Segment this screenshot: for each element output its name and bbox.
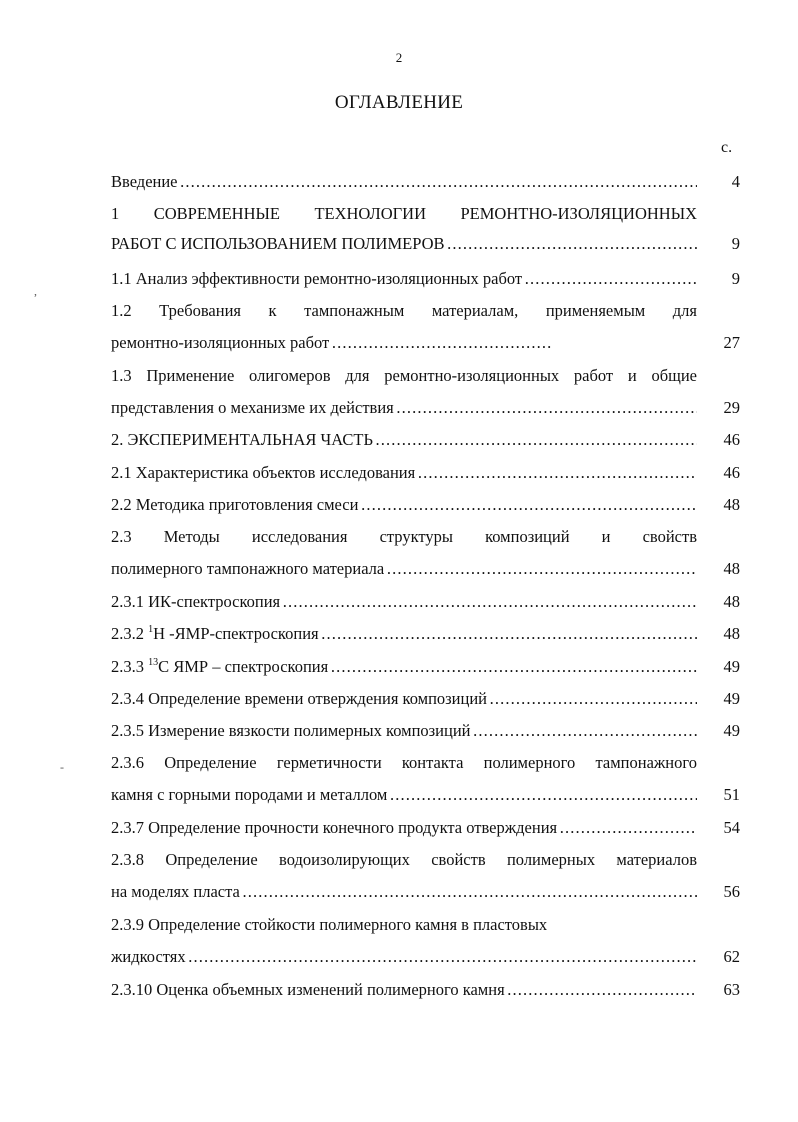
toc-entry-2-3-9 bbox=[111, 914, 740, 968]
toc-entry-text: 2. ЭКСПЕРИМЕНТАЛЬНАЯ ЧАСТЬ . . . bbox=[111, 429, 697, 451]
toc-entry-title: С ЯМР – спектроскопия bbox=[158, 657, 329, 676]
toc-entry-text: 1.2 Требования к тампонажным материалам, применяемым для bbox=[111, 301, 697, 320]
toc-page-number: 49 bbox=[723, 657, 740, 676]
toc-entry-1-1 bbox=[111, 268, 740, 290]
toc-entry-text: 1.1 Анализ эффективности ремонтно-изоляционных работ . . . bbox=[111, 268, 697, 290]
toc-page-number: 49 bbox=[723, 721, 740, 740]
toc-entry-title: Н -ЯМР-спектроскопия bbox=[153, 624, 319, 643]
toc-entry-2-2 bbox=[111, 494, 740, 516]
toc-entry-intro bbox=[111, 171, 740, 193]
toc-page-number: 48 bbox=[723, 559, 740, 578]
toc-entry-2-3-6 bbox=[111, 752, 740, 806]
toc-page-number: 29 bbox=[723, 398, 740, 417]
toc-entry-text: Введение . . . bbox=[111, 171, 697, 193]
page-number: 2 bbox=[395, 50, 403, 65]
toc-page-number: 56 bbox=[723, 882, 740, 901]
toc-entry-2-3-2 bbox=[111, 623, 740, 645]
toc-entry-text: 2.3.9 Определение стойкости полимерного камня в пластовых bbox=[111, 915, 548, 934]
toc-page-number: 48 bbox=[723, 592, 740, 611]
toc-page-number: 4 bbox=[731, 172, 740, 191]
toc-entry-text: 2.3.7 Определение прочности конечного продукта отверждения . . . bbox=[111, 817, 697, 839]
scan-mark: , bbox=[34, 284, 37, 298]
toc-page-number: 48 bbox=[723, 495, 740, 514]
toc-entry-text: полимерного тампонажного материала . . . bbox=[111, 558, 697, 580]
toc-page-number: 9 bbox=[731, 269, 740, 288]
toc-page-number: 62 bbox=[723, 947, 740, 966]
toc-entry-1-3 bbox=[111, 365, 740, 419]
toc-page-number: 54 bbox=[723, 818, 740, 837]
toc-entry-2-3-7 bbox=[111, 817, 740, 839]
toc-entry-1-2 bbox=[111, 300, 740, 354]
toc-page-number: 46 bbox=[723, 463, 740, 482]
toc-entry-chapter-1 bbox=[111, 203, 740, 255]
toc-entry-text: ремонтно-изоляционных работ . . . bbox=[111, 332, 551, 354]
toc-entry-2-3-8 bbox=[111, 849, 740, 903]
toc-page-number: 49 bbox=[723, 689, 740, 708]
toc-entry-text: представления о механизме их действия . . . bbox=[111, 397, 697, 419]
toc-entry-text: 2.3.1 ИК-спектроскопия . . . bbox=[111, 591, 697, 613]
toc-entry-text: 2.3.4 Определение времени отверждения композиций . . . bbox=[111, 688, 697, 710]
toc-entry-text: 2.2 Методика приготовления смеси . . . bbox=[111, 494, 697, 516]
toc-entry-text: РАБОТ С ИСПОЛЬЗОВАНИЕМ ПОЛИМЕРОВ . . . bbox=[111, 233, 697, 255]
page-title: ОГЛАВЛЕНИЕ bbox=[334, 92, 464, 113]
toc-entry-text: 2.3.5 Измерение вязкости полимерных композиций . . . bbox=[111, 720, 697, 742]
toc-page-number: 48 bbox=[723, 624, 740, 643]
toc-entry-text: 2.3.6 Определение герметичности контакта полимерного тампонажного bbox=[111, 753, 697, 772]
toc-entry-number: 2.3.2 bbox=[111, 624, 149, 643]
toc-entry-text: жидкостях . . . bbox=[111, 946, 697, 968]
page-column-header: с. bbox=[721, 139, 733, 156]
toc-entry-text: 2.1 Характеристика объектов исследования . . . bbox=[111, 462, 697, 484]
toc-page-number: 27 bbox=[723, 333, 740, 352]
toc-entry-text: 2.3.10 Оценка объемных изменений полимерного камня . . . bbox=[111, 979, 697, 1001]
toc-entry-2-3-10 bbox=[111, 979, 740, 1001]
toc-entry-text: камня с горными породами и металлом . . . bbox=[111, 784, 697, 806]
toc-entry-text: 2.3.8 Определение водоизолирующих свойств полимерных материалов bbox=[111, 850, 697, 869]
toc-page-number: 46 bbox=[723, 430, 740, 449]
toc-entry-2-3-3 bbox=[111, 656, 740, 678]
toc-entry-text: 1 СОВРЕМЕННЫЕ ТЕХНОЛОГИИ РЕМОНТНО-ИЗОЛЯЦИОННЫХ bbox=[111, 204, 697, 223]
superscript: 1 bbox=[148, 623, 154, 635]
toc-entry-text: 2.3 Методы исследования структуры композиций и свойств bbox=[111, 527, 697, 546]
toc-entry-2-3 bbox=[111, 526, 740, 580]
toc-entry-2-3-5 bbox=[111, 720, 740, 742]
toc-entry-text bbox=[111, 623, 697, 645]
scan-mark: - bbox=[60, 760, 64, 774]
toc-entry-2-1 bbox=[111, 462, 740, 484]
toc-entry-chapter-2 bbox=[111, 429, 740, 451]
toc-entry-text bbox=[111, 656, 697, 678]
toc-page-number: 9 bbox=[731, 234, 740, 253]
toc-entry-2-3-1 bbox=[111, 591, 740, 613]
toc-page-number: 51 bbox=[723, 785, 740, 804]
superscript: 13 bbox=[148, 656, 159, 668]
toc-entry-2-3-4 bbox=[111, 688, 740, 710]
toc-entry-text: на моделях пласта . . . bbox=[111, 881, 697, 903]
toc-entry-number: 2.3.3 bbox=[111, 657, 149, 676]
toc-entry-text: 1.3 Применение олигомеров для ремонтно-изоляционных работ и общие bbox=[111, 366, 697, 385]
toc-page-number: 63 bbox=[723, 980, 740, 999]
